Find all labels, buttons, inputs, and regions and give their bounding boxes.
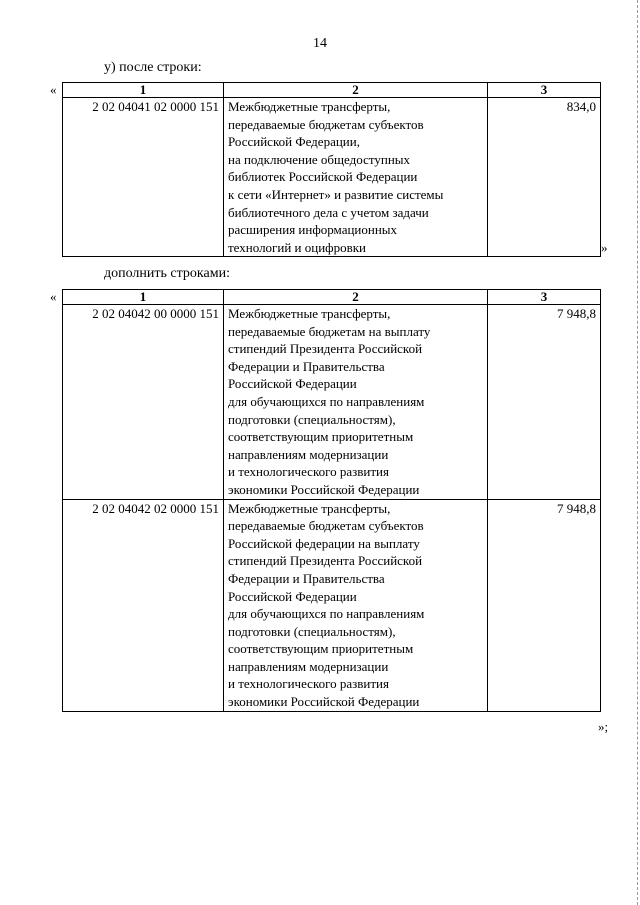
budget-item-name: Межбюджетные трансферты, передаваемые бюджетам субъектов Российской федерации на выплату стипендий Президента Российской Федерации и Правительства Российской Федерации для обучающихся по направлениям подготовки (специальностям), соответствующим приоритетным направлениям модернизации и технологического развития экономики Российской Федерации: [224, 499, 488, 711]
budget-item-name: Межбюджетные трансферты, передаваемые бюджетам на выплату стипендий Президента Российской Федерации и Правительства Российской Федерации для обучающихся по направлениям подготовки (специальностям), соответствующим приоритетным направлениям модернизации и технологического развития экономики Российской Федерации: [224, 305, 488, 500]
table-header-row: [63, 290, 601, 305]
budget-amount: 7 948,8: [488, 305, 601, 500]
table-header-row: [63, 83, 601, 98]
table-row: [63, 499, 601, 711]
table-row: [63, 305, 601, 500]
column-header-3: 3: [488, 290, 601, 305]
section-2-intro: дополнить строками:: [104, 266, 230, 281]
column-header-1: 1: [63, 290, 224, 305]
column-header-1: 1: [63, 83, 224, 98]
section-1-open-quote: «: [50, 82, 57, 97]
budget-amount: 834,0: [488, 98, 601, 257]
budget-code: 2 02 04042 02 0000 151: [63, 499, 224, 711]
column-header-2: 2: [224, 83, 488, 98]
section-2-open-quote: «: [50, 289, 57, 304]
budget-item-name: Межбюджетные трансферты, передаваемые бюджетам субъектов Российской Федерации, на подключение общедоступных библиотек Российской Федерации к сети «Интернет» и развитие системы библиотечного дела с учетом задачи расширения информационных технологий и оцифровки: [224, 98, 488, 257]
section-1-table: [62, 82, 601, 257]
column-header-2: 2: [224, 290, 488, 305]
section-1-intro: у) после строки:: [104, 60, 202, 75]
page-number: 14: [313, 36, 327, 51]
section-2-table: [62, 289, 601, 712]
section-1-close-quote: »: [601, 240, 608, 255]
scan-edge-line: [635, 0, 638, 905]
table-row: [63, 98, 601, 257]
section-2-close-quote: »;: [598, 719, 609, 734]
budget-code: 2 02 04041 02 0000 151: [63, 98, 224, 257]
column-header-3: 3: [488, 83, 601, 98]
budget-amount: 7 948,8: [488, 499, 601, 711]
budget-code: 2 02 04042 00 0000 151: [63, 305, 224, 500]
